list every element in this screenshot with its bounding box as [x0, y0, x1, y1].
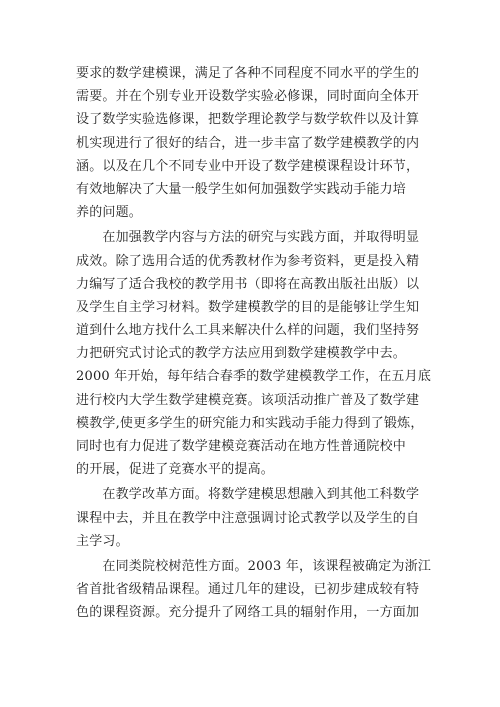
text-line: 成效。除了选用合适的优秀教材作为参考资料，更是投入精	[76, 253, 420, 269]
text-line: 色的课程资源。充分提升了网络工具的辐射作用，一方面加	[76, 605, 420, 621]
text-line: 进行校内大学生数学建模竞赛。该项活动推广普及了数学建	[76, 392, 420, 408]
paragraph-4	[76, 555, 432, 625]
text-line: 课程中去，并且在教学中注意强调讨论式教学以及学生的自	[76, 510, 420, 526]
paragraph-1	[76, 62, 426, 224]
text-line: 在同类院校树范性方面。2003 年，该课程被确定为浙江	[76, 558, 432, 574]
text-line: 主学习。	[76, 533, 129, 549]
text-line: 在教学改革方面。将数学建模思想融入到其他工科数学	[76, 487, 420, 503]
text-line: 力把研究式讨论式的教学方法应用到数学建模教学中去。	[76, 346, 407, 362]
document-body	[76, 62, 432, 625]
text-line: 需要。并在个别专业开设数学实验必修课，同时面向全体开	[76, 89, 420, 105]
text-line: 在加强教学内容与方法的研究与实践方面，并取得明显	[76, 230, 420, 246]
text-line: 机实现进行了很好的结合，进一步丰富了数学建模教学的内	[76, 135, 420, 151]
text-line: 的开展，促进了竞赛水平的提高。	[76, 462, 275, 478]
text-line: 道到什么地方找什么工具来解决什么样的问题，我们坚持努	[76, 323, 420, 339]
text-line: 2000 年开始，每年结合春季的数学建模教学工作，在五月底	[76, 369, 432, 385]
text-line: 省首批省级精品课程。通过几年的建设，已初步建成较有特	[76, 582, 420, 598]
text-line: 要求的数学建模课，满足了各种不同程度不同水平的学生的	[76, 66, 420, 81]
text-line: 模教学,使更多学生的研究能力和实践动手能力得到了锻炼，	[76, 415, 424, 431]
paragraph-2	[76, 226, 432, 481]
text-line: 涵。以及在几个不同专业中开设了数学建模课程设计环节，	[76, 158, 420, 174]
text-line: 及学生自主学习材料。数学建模教学的目的是能够让学生知	[76, 299, 420, 315]
text-line: 力编写了适合我校的教学用书（即将在高教出版社出版）以	[76, 276, 420, 292]
text-line: 同时也有力促进了数学建模竞赛活动在地方性普通院校中	[76, 439, 407, 454]
text-line: 设了数学实验选修课，把数学理论教学与数学软件以及计算	[76, 112, 420, 128]
paragraph-3	[76, 483, 426, 553]
text-line: 有效地解决了大量一般学生如何加强数学实践动手能力培	[76, 181, 407, 197]
text-line: 养的问题。	[76, 205, 143, 221]
